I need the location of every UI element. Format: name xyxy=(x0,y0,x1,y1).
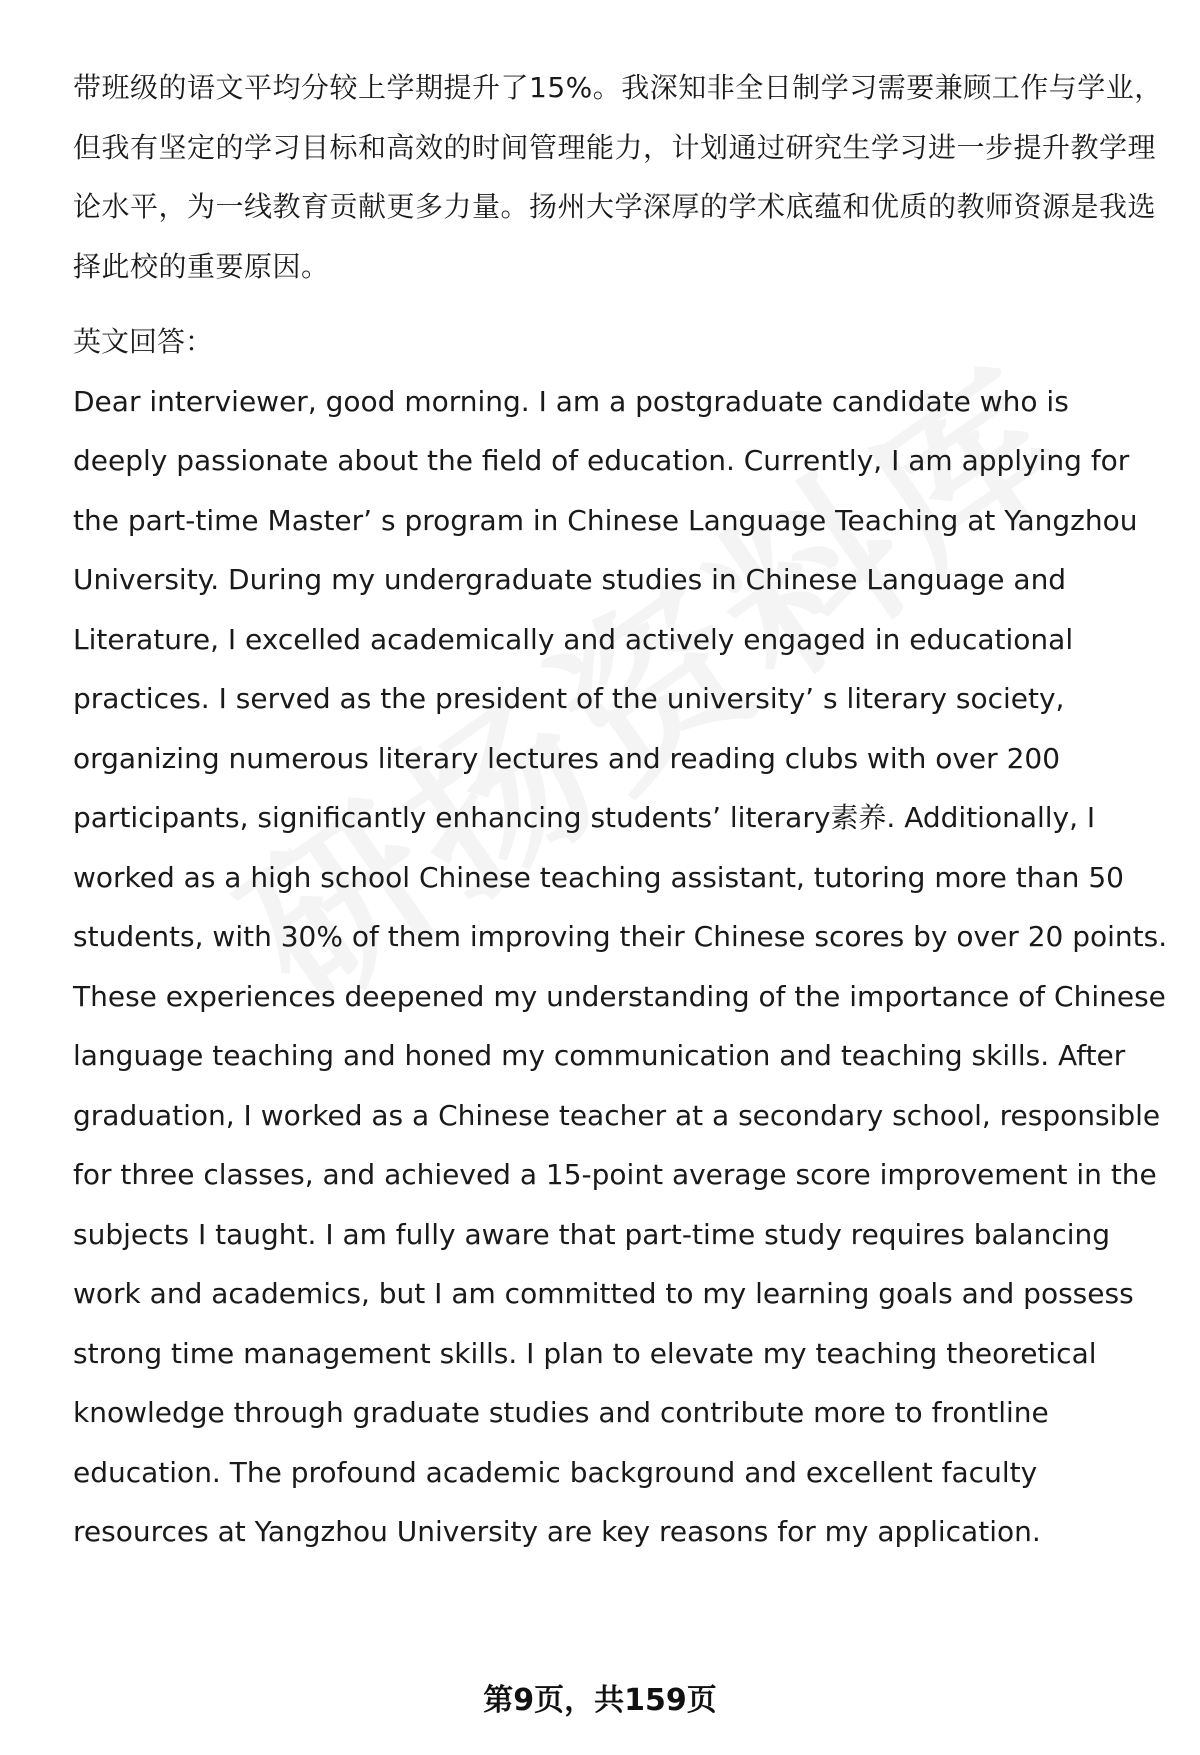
paragraph-gap xyxy=(73,296,1168,312)
english-answer-label: 英文回答： xyxy=(73,325,214,358)
english-answer-paragraph: Dear interviewer, good morning. I am a postgraduate candidate who is deeply passionate about the field of education. Currently, I am applying for the part-time Master’ s program in Chinese Language Teaching at Yangzhou University. During my undergraduate studies in Chinese Language and Literature, I excelled academically and actively engaged in educational practices. I served as the president of the university’ s literary society, organizing numerous literary lectures and reading clubs with over 200 participants, significantly enhancing students’ literary素养. Additionally, I worked as a high school Chinese teaching assistant, tutoring more than 50 students, with 30% of them improving their Chinese scores by over 20 points. These experiences deepened my understanding of the importance of Chinese language teaching and honed my communication and teaching skills. After graduation, I worked as a Chinese teacher at a secondary school, responsible for three classes, and achieved a 15-point average score improvement in the subjects I taught. I am fully aware that part-time study requires balancing work and academics, but I am committed to my learning goals and possess strong time management skills. I plan to elevate my teaching theoretical knowledge through graduate studies and contribute more to frontline education. The profound academic background and excellent faculty resources at Yangzhou University are key reasons for my application. xyxy=(73,384,1168,1548)
page-number: 第9页，共159页 xyxy=(483,1683,717,1718)
chinese-answer-paragraph: 带班级的语文平均分较上学期提升了15%。我深知非全日制学习需要兼顾工作与学业，但我有坚定的学习目标和高效的时间管理能力，计划通过研究生学习进一步提升教学理论水平，为一线教育贡献更多力量。扬州大学深厚的学术底蕴和优质的教师资源是我选择此校的重要原因。 xyxy=(73,71,1163,283)
document-body xyxy=(73,58,1168,1562)
